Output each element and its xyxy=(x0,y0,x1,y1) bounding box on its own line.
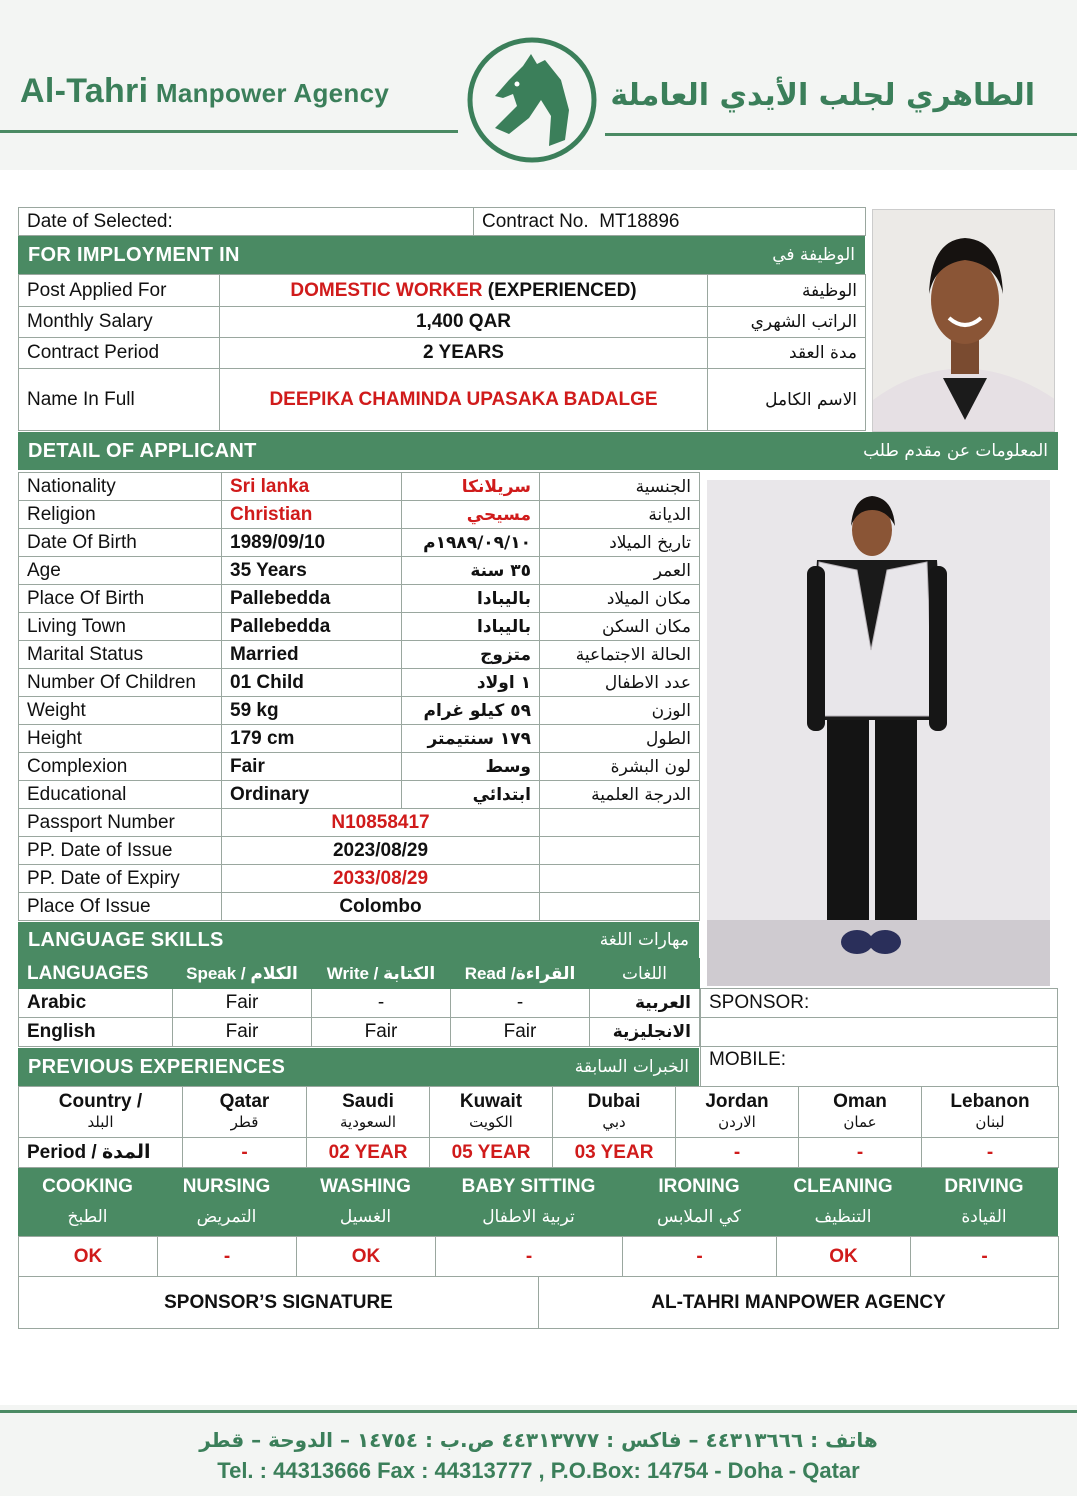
post-value: DOMESTIC WORKER (EXPERIENCED) xyxy=(220,275,708,307)
passport-number: N10858417 xyxy=(222,809,540,837)
employment-header: FOR IMPLOYMENT IN الوظيفة في xyxy=(18,236,865,274)
language-table: LANGUAGES Speak / الكلام Write / الكتابة Read /القراءة اللغات Arabic Fair - - العربية English Fair Fair Fair الانجليزية xyxy=(18,958,700,1047)
header-rule-right xyxy=(605,133,1077,136)
fullname-value: DEEPIKA CHAMINDA UPASAKA BADALGE xyxy=(220,369,708,431)
full-body-photo xyxy=(707,480,1050,986)
date-selected-label: Date of Selected: xyxy=(19,208,474,236)
contract-period-label: Contract Period xyxy=(19,338,220,369)
skills-values: OK - OK - - OK - xyxy=(18,1236,1059,1277)
mobile-label: MOBILE: xyxy=(701,1047,1058,1087)
employment-table: Post Applied For DOMESTIC WORKER (EXPERIENCED) الوظيفة Monthly Salary 1,400 QAR الراتب الشهري Contract Period 2 YEARS مدة العقد Name In Full DEEPIKA CHAMINDA UPASAKA BADALGE الاسم الكامل xyxy=(18,274,866,431)
footer-rule xyxy=(0,1410,1077,1413)
skills-header: COOKING الطبخ NURSING التمريض WASHING الغسيل BABY SITTING تربية الاطفال IRONING كي الملابس CLEANING التنظيف DRIVING القيادة xyxy=(18,1168,1058,1236)
sponsor-label: SPONSOR: xyxy=(701,989,1058,1018)
contract-row xyxy=(18,207,866,236)
contract-cell: Contract No. MT18896 xyxy=(474,208,866,236)
language-header: LANGUAGE SKILLS مهارات اللغة xyxy=(18,922,699,958)
brand-name-en: Al-Tahri Manpower Agency xyxy=(20,72,390,110)
applicant-header: DETAIL OF APPLICANT المعلومات عن مقدم طلب xyxy=(18,432,1058,470)
applicant-table: Nationality Sri lanka سريلانكا الجنسية Religion Christian مسيحي الديانة Date Of Birth 1989/09/10 ١٩٨٩/٠٩/١٠م تاريخ الميلاد Age 35 Years ٣٥ سنة العمر Place Of Birth Pallebedda باليبادا مكان الميلاد Living Town Pallebedda باليبادا مكان السكن Marital Status Married متزوج الحالة الاجتماعية Number Of Children 01 Child ١ اولاد عدد الاطفال Weight 59 kg ٥٩ كيلو غرام الوزن Height 179 cm ١٧٩ سنتيمتر الطول Complexion Fair وسط لون البشرة Educational Ordinary ابتدائي الدرجة العلمية xyxy=(18,472,700,809)
footer-contact-en: Tel. : 44313666 Fax : 44313777 , P.O.Box: 14754 - Doha - Qatar xyxy=(217,1458,860,1483)
footer-contact-ar: هاتف : ٤٤٣١٣٦٦٦ – فاكس : ٤٤٣١٣٧٧٧ ص.ب : ١٤٧٥٤ – الدوحة – قطر xyxy=(199,1428,878,1452)
horse-logo xyxy=(465,36,599,164)
salary-value: 1,400 QAR xyxy=(220,307,708,338)
agency-signature: AL-TAHRI MANPOWER AGENCY xyxy=(539,1277,1059,1329)
header-rule-left xyxy=(0,130,458,133)
experience-header: PREVIOUS EXPERIENCES الخبرات السابقة xyxy=(18,1048,699,1086)
portrait-photo xyxy=(872,209,1055,432)
signature-row xyxy=(18,1276,1059,1329)
brand-name-ar: الطاهري لجلب الأيدي العاملة xyxy=(610,78,1035,113)
contract-number: MT18896 xyxy=(599,210,680,232)
fullname-label: Name In Full xyxy=(19,369,220,431)
sponsor-signature: SPONSOR’S SIGNATURE xyxy=(19,1277,539,1329)
post-label: Post Applied For xyxy=(19,275,220,307)
experience-table: Country / البلد Qatar قطر Saudi السعودية Kuwait الكويت Dubai دبي Jordan الاردن Oman عمان Lebanon لبنان Period / المدة - 02 YEAR 05 YEAR 03 YEAR - - - xyxy=(18,1086,1059,1168)
passport-table: Passport Number N10858417 PP. Date of Issue 2023/08/29 PP. Date of Expiry 2033/08/29 Place Of Issue Colombo xyxy=(18,808,700,921)
contract-period-value: 2 YEARS xyxy=(220,338,708,369)
sponsor-table xyxy=(700,988,1058,1087)
salary-label: Monthly Salary xyxy=(19,307,220,338)
